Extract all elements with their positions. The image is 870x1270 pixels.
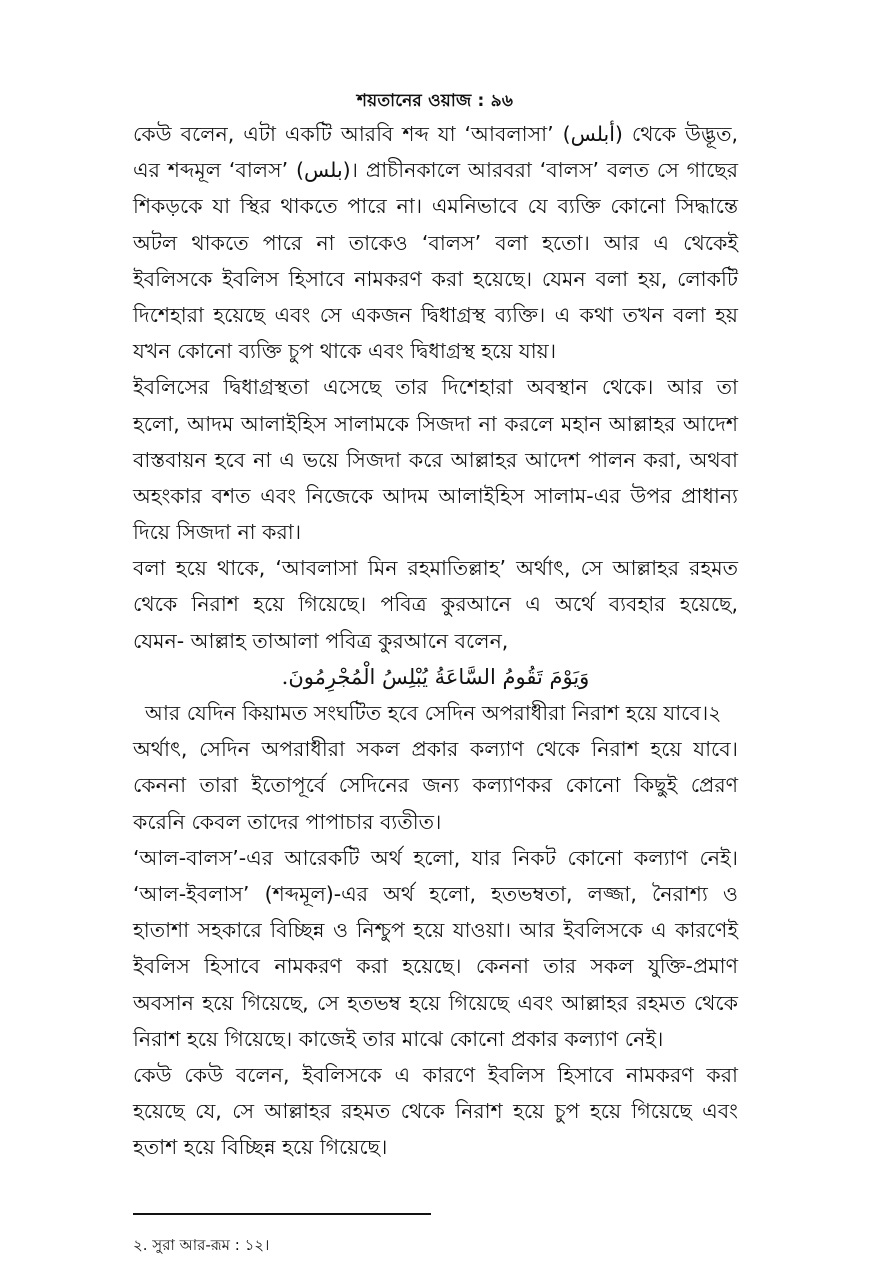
text-line: যেমন- আল্লাহ তাআলা পবিত্র কুরআনে বলেন, (133, 628, 509, 653)
text-line: হাতাশা সহকারে বিচ্ছিন্ন ও নিশ্চুপ হয়ে যাওয়া। আর ইবলিসকে এ কারণেই (133, 918, 738, 943)
text-line: বাস্তবায়ন হবে না এ ভয়ে সিজদা করে আল্লাহর আদেশ পালন করা, অথবা (133, 447, 738, 472)
text-line: ‘আল-বালস’-এর আরেকটি অর্থ হলো, যার নিকট কোনো কল্যাণ নেই। (133, 845, 738, 870)
text-line: ইবলিসকে ইবলিস হিসাবে নামকরণ করা হয়েছে। যেমন বলা হয়, লোকটি (133, 266, 738, 291)
text-line: হলো, আদম আলাইহিস সালামকে সিজদা না করলে মহান আল্লাহর আদেশ (133, 411, 738, 436)
text-line: দিয়ে সিজদা না করা। (133, 520, 302, 545)
text-line: কেননা তারা ইতোপূর্বে সেদিনের জন্য কল্যাণকর কোনো কিছুই প্রেরণ (133, 773, 738, 798)
text-line: বলা হয়ে থাকে, ‘আবলাসা মিন রহমাতিল্লাহ’ অর্থাৎ, সে আল্লাহর রহমত (133, 556, 738, 581)
text-line: ইবলিসের দ্বিধাগ্রস্থতা এসেছে তার দিশেহারা অবস্থান থেকে। আর তা (133, 375, 738, 400)
text-line: দিশেহারা হয়েছে এবং সে একজন দ্বিধাগ্রস্থ ব্যক্তি। এ কথা তখন বলা হয় (133, 302, 738, 327)
text-line: ইবলিস হিসাবে নামকরণ করা হয়েছে। কেননা তার সকল যুক্তি-প্রমাণ (133, 954, 738, 979)
footnote-separator (133, 1213, 431, 1215)
text-line: অবসান হয়ে গিয়েছে, সে হতভম্ব হয়ে গিয়েছে এবং আল্লাহর রহমত থেকে (133, 990, 738, 1015)
text-line: ‘আল-ইবলাস’ (শব্দমূল)-এর অর্থ হলো, হতভম্বতা, লজ্জা, নৈরাশ্য ও (133, 881, 738, 906)
text-line: যখন কোনো ব্যক্তি চুপ থাকে এবং দ্বিধাগ্রস্থ হয়ে যায়। (133, 339, 557, 364)
text-line: নিরাশ হয়ে গিয়েছে। কাজেই তার মাঝে কোনো প্রকার কল্যাণ নেই। (133, 1026, 664, 1051)
text-line: অহংকার বশত এবং নিজেকে আদম আলাইহিস সালাম-এর উপর প্রাধান্য (133, 483, 738, 508)
text-line: শিকড়কে যা স্থির থাকতে পারে না। এমনিভাবে যে ব্যক্তি কোনো সিদ্ধান্তে (133, 194, 738, 219)
text-line: আর যেদিন কিয়ামত সংঘটিত হবে সেদিন অপরাধীরা নিরাশ হয়ে যাবে।২ (145, 701, 722, 725)
body-text (133, 116, 738, 1165)
text-line: কেউ বলেন, এটা একটি আরবি শব্দ যা ‘আবলাসা’ (أبلس) থেকে উদ্ভূত, (133, 122, 738, 146)
text-line: হয়েছে যে, সে আল্লাহর রহমত থেকে নিরাশ হয়ে চুপ হয়ে গিয়েছে এবং (133, 1099, 738, 1124)
text-line: وَيَوْمَ تَقُومُ السَّاعَةُ يُبْلِسُ الْمُجْرِمُونَ. (281, 664, 590, 689)
text-line: অর্থাৎ, সেদিন অপরাধীরা সকল প্রকার কল্যাণ থেকে নিরাশ হয়ে যাবে। (133, 737, 738, 762)
text-line: কেউ কেউ বলেন, ইবলিসকে এ কারণে ইবলিস হিসাবে নামকরণ করা (133, 1062, 738, 1087)
text-line: হতাশ হয়ে বিচ্ছিন্ন হয়ে গিয়েছে। (133, 1135, 388, 1160)
text-line: এর শব্দমূল ‘বালস’ (بلس)। প্রাচীনকালে আরবরা ‘বালস’ বলত সে গাছের (133, 158, 739, 183)
page-header: শয়তানের ওয়াজ : ৯৬ (356, 91, 514, 111)
text-line: করেনি কেবল তাদের পাপাচার ব্যতীত। (133, 809, 442, 834)
text-line: অটল থাকতে পারে না তাকেও ‘বালস’ বলা হতো। আর এ থেকেই (133, 230, 738, 255)
text-line: থেকে নিরাশ হয়ে গিয়েছে। পবিত্র কুরআনে এ অর্থে ব্যবহার হয়েছে, (133, 592, 738, 617)
footnote: ২. সুরা আর-রূম : ১২। (133, 1236, 270, 1254)
